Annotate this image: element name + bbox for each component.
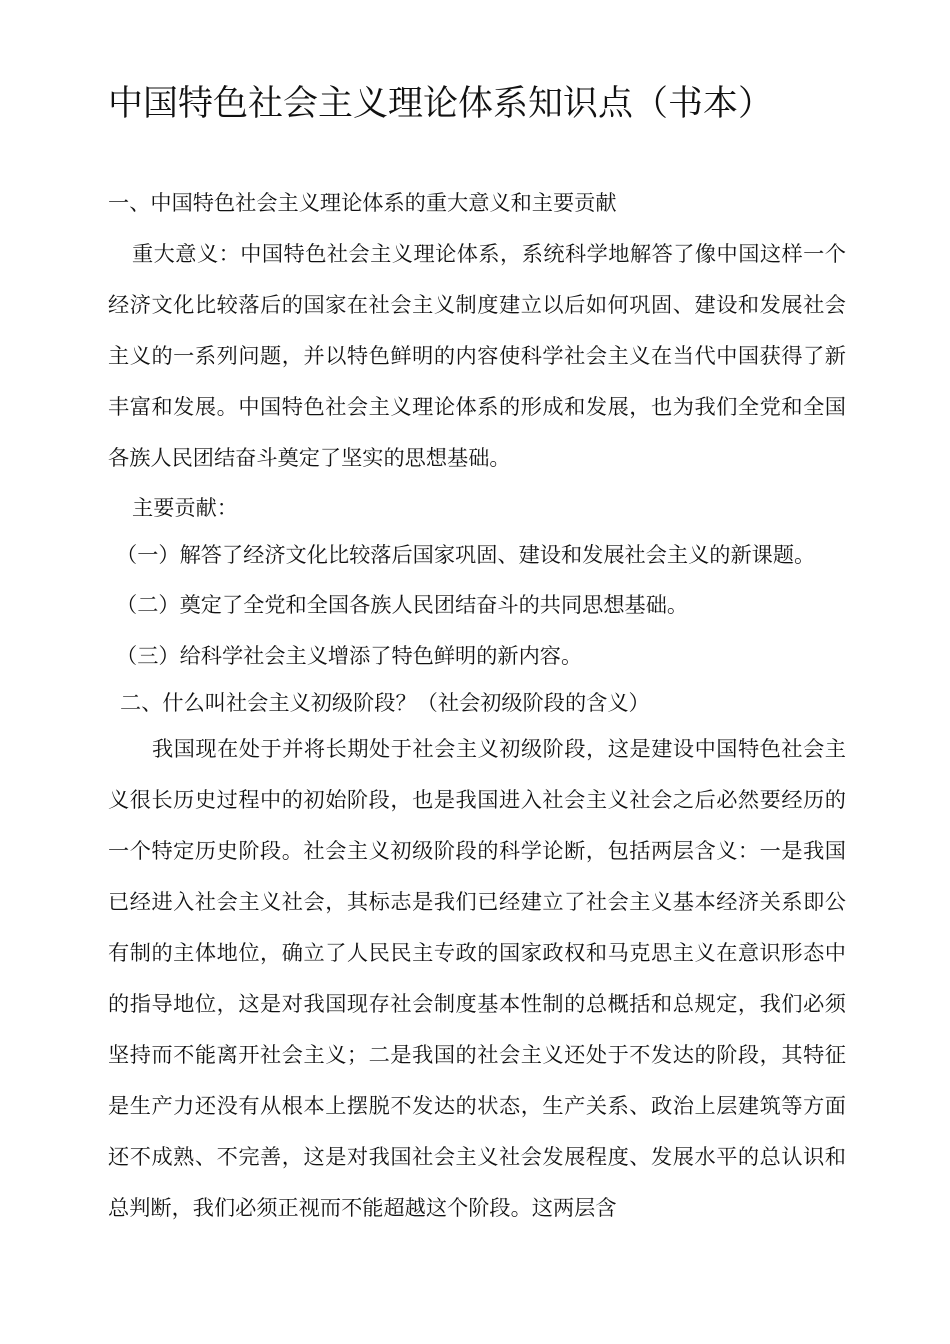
contribution-label: 主要贡献： bbox=[132, 495, 238, 520]
document-title: 中国特色社会主义理论体系知识点（书本） bbox=[108, 84, 774, 124]
significance-paragraph: 重大意义：中国特色社会主义理论体系，系统科学地解答了像中国这样一个经济文化比较落后的国家在社会主义制度建立以后如何巩固、建设和发展社会主义的一系列问题，并以特色鲜明的内容使科学社会主义在当代中国获得了新丰富和发展。中国特色社会主义理论体系的形成和发展，也为我们全党和全国各族人民团结奋斗奠定了坚实的思想基础。 bbox=[108, 241, 846, 470]
contribution-item-3: （三）给科学社会主义增添了特色鲜明的新内容。 bbox=[116, 643, 583, 668]
section-heading-1: 一、中国特色社会主义理论体系的重大意义和主要贡献 bbox=[108, 190, 617, 215]
contribution-item-2: （二）奠定了全党和全国各族人民团结奋斗的共同思想基础。 bbox=[116, 592, 689, 617]
section-heading-2: 二、什么叫社会主义初级阶段？（社会初级阶段的含义） bbox=[120, 690, 650, 715]
stage-definition-paragraph: 我国现在处于并将长期处于社会主义初级阶段，这是建设中国特色社会主义很长历史过程中的初始阶段，也是我国进入社会主义社会之后必然要经历的一个特定历史阶段。社会主义初级阶段的科学论断，包括两层含义：一是我国已经进入社会主义社会，其标志是我们已经建立了社会主义基本经济关系即公有制的主体地位，确立了人民民主专政的国家政权和马克思主义在意识形态中的指导地位，这是对我国现存社会制度基本性制的总概括和总规定，我们必须坚持而不能离开社会主义；二是我国的社会主义还处于不发达的阶段，其特征是生产力还没有从根本上摆脱不发达的状态，生产关系、政治上层建筑等方面还不成熟、不完善，这是对我国社会主义社会发展程度、发展水平的总认识和总判断，我们必须正视而不能超越这个阶段。这两层含 bbox=[108, 736, 846, 1220]
contribution-item-1: （一）解答了经济文化比较落后国家巩固、建设和发展社会主义的新课题。 bbox=[116, 542, 816, 567]
